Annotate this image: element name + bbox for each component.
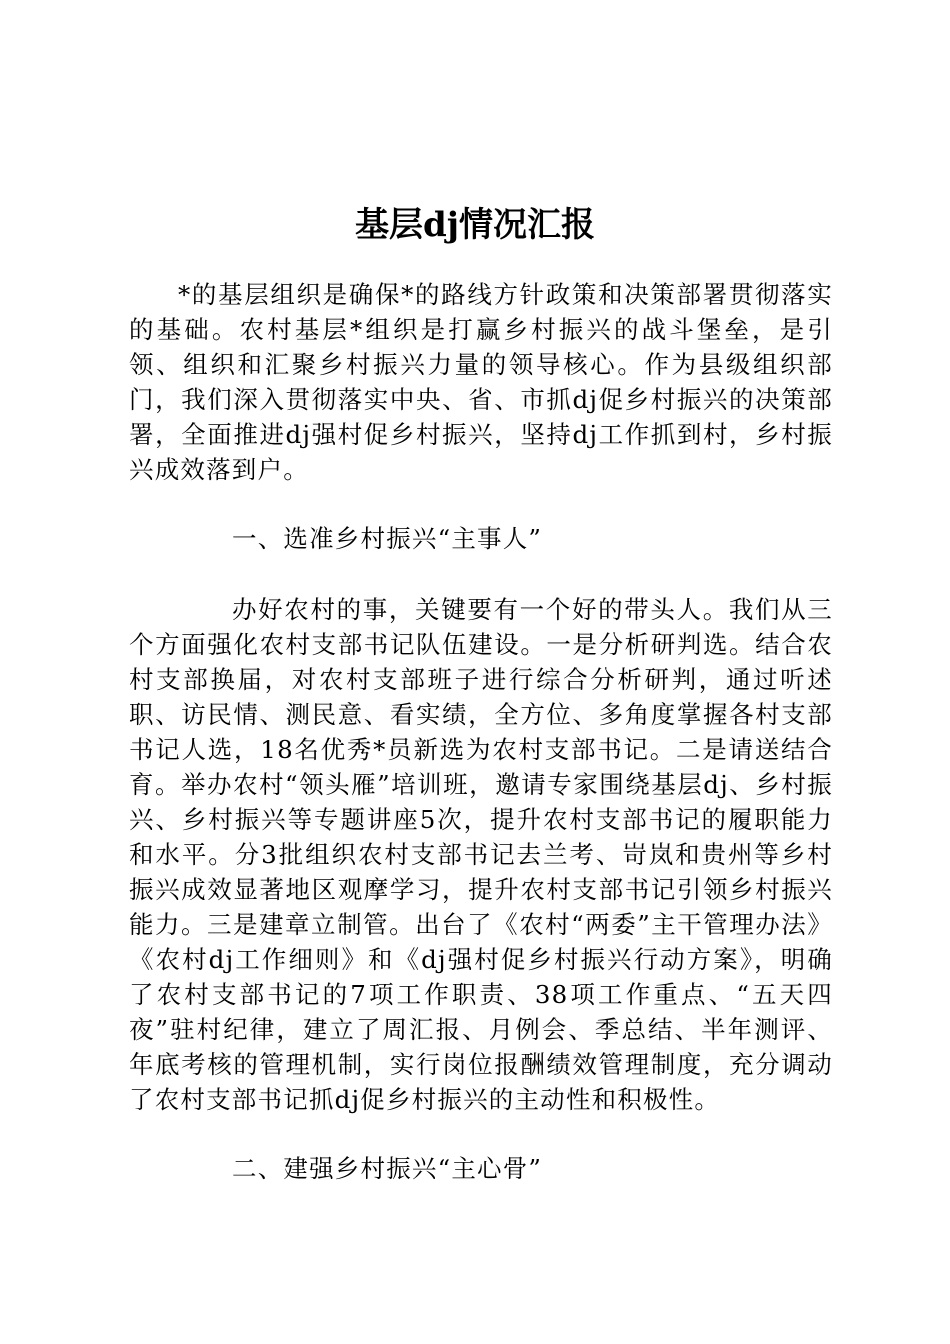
section-1-heading: 一、选准乡村振兴“主事人” <box>232 524 543 553</box>
document-title: 基层dj情况汇报 <box>354 204 596 245</box>
intro-paragraph: *的基层组织是确保*的路线方针政策和决策部署贯彻落实的基础。农村基层*组织是打赢乡村振兴的战斗堡垒，是引领、组织和汇聚乡村振兴力量的领导核心。作为县级组织部门，我们深入贯彻落实中央、省、市抓dj促乡村振兴的决策部署，全面推进dj强村促乡村振兴，坚持dj工作抓到村，乡村振兴成效落到户。 <box>129 280 833 484</box>
section-2-heading: 二、建强乡村振兴“主心骨” <box>232 1154 543 1183</box>
section-1-paragraph: 办好农村的事，关键要有一个好的带头人。我们从三个方面强化农村支部书记队伍建设。一是分析研判选。结合农村支部换届，对农村支部班子进行综合分析研判，通过听述职、访民情、测民意、看实绩，全方位、多角度掌握各村支部书记人选，18名优秀*员新选为农村支部书记。二是请送结合育。举办农村“领头雁”培训班，邀请专家围绕基层dj、乡村振兴、乡村振兴等专题讲座5次，提升农村支部书记的履职能力和水平。分3批组织农村支部书记去兰考、岢岚和贵州等乡村振兴成效显著地区观摩学习，提升农村支部书记引领乡村振兴能力。三是建章立制管。出台了《农村“两委”主干管理办法》《农村dj工作细则》和《dj强村促乡村振兴行动方案》，明确了农村支部书记的7项工作职责、38项工作重点、“五天四夜”驻村纪律，建立了周汇报、月例会、季总结、半年测评、年底考核的管理机制，实行岗位报酬绩效管理制度，充分调动了农村支部书记抓dj促乡村振兴的主动性和积极性。 <box>129 595 833 1114</box>
